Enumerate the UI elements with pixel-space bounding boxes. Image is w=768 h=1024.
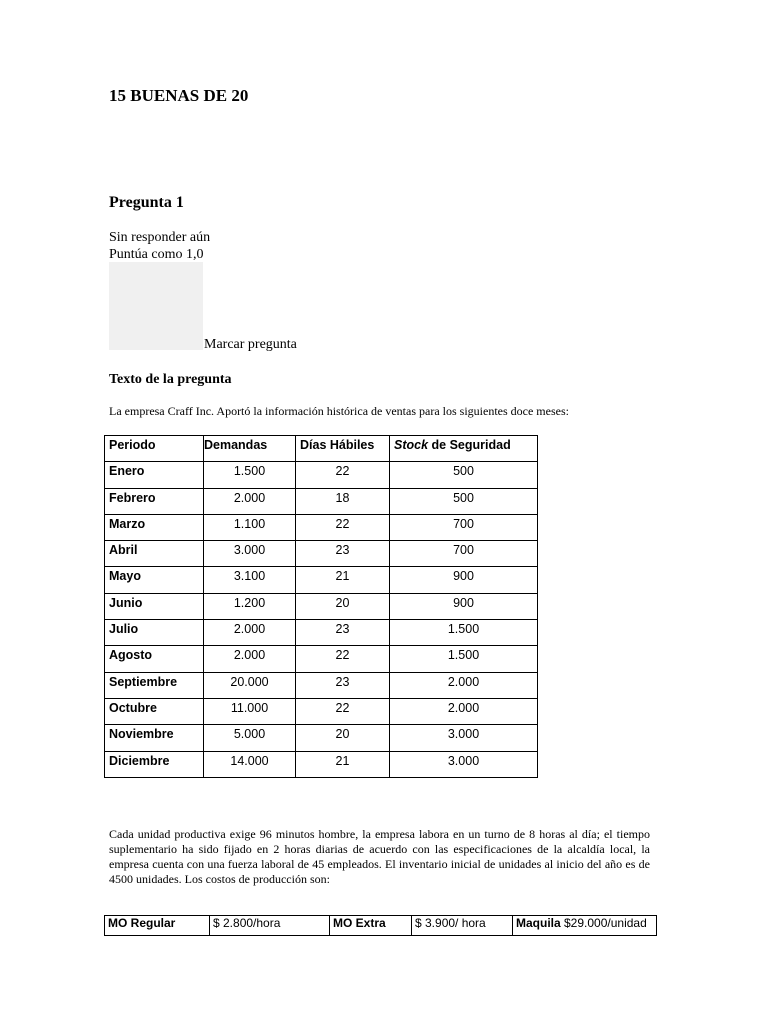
table-row	[105, 725, 538, 751]
cost-maquila-label: Maquila	[516, 916, 561, 930]
cell-dias: 23	[296, 620, 390, 646]
cell-periodo: Enero	[105, 462, 204, 488]
cell-dias: 18	[296, 488, 390, 514]
cell-stock: 700	[390, 514, 538, 540]
cell-stock: 500	[390, 462, 538, 488]
cell-demanda: 3.100	[204, 567, 296, 593]
header-stock-seguridad	[390, 436, 538, 462]
table-row	[105, 620, 538, 646]
header-stock-rest: de Seguridad	[428, 438, 511, 452]
cell-demanda: 11.000	[204, 698, 296, 724]
cell-stock: 3.000	[390, 725, 538, 751]
cell-periodo: Febrero	[105, 488, 204, 514]
cost-maquila-cell	[513, 916, 657, 936]
cell-periodo: Agosto	[105, 646, 204, 672]
cell-demanda: 2.000	[204, 646, 296, 672]
table-row	[105, 672, 538, 698]
flag-question-image[interactable]	[109, 262, 203, 350]
cell-demanda: 2.000	[204, 620, 296, 646]
cell-periodo: Marzo	[105, 514, 204, 540]
table-row	[105, 698, 538, 724]
cell-stock: 900	[390, 567, 538, 593]
cell-periodo: Diciembre	[105, 751, 204, 777]
cell-demanda: 2.000	[204, 488, 296, 514]
costs-table	[104, 915, 657, 936]
cell-periodo: Noviembre	[105, 725, 204, 751]
cell-stock: 500	[390, 488, 538, 514]
costs-row	[105, 916, 657, 936]
question-status: Sin responder aún	[109, 230, 211, 245]
cell-stock: 700	[390, 541, 538, 567]
cost-mo-regular-value: $ 2.800/hora	[210, 916, 330, 936]
cell-dias: 23	[296, 672, 390, 698]
header-dias-habiles: Días Hábiles	[296, 436, 390, 462]
cell-periodo: Julio	[105, 620, 204, 646]
table-row	[105, 593, 538, 619]
cell-demanda: 20.000	[204, 672, 296, 698]
cell-stock: 900	[390, 593, 538, 619]
cell-demanda: 3.000	[204, 541, 296, 567]
cell-demanda: 5.000	[204, 725, 296, 751]
cell-dias: 21	[296, 567, 390, 593]
table-row	[105, 514, 538, 540]
cell-periodo: Mayo	[105, 567, 204, 593]
cost-maquila-value: $29.000/unidad	[560, 916, 647, 930]
question-number: Pregunta 1	[109, 194, 184, 211]
cost-mo-regular-label: MO Regular	[105, 916, 210, 936]
cell-demanda: 1.200	[204, 593, 296, 619]
header-periodo: Periodo	[105, 436, 204, 462]
table-header-row	[105, 436, 538, 462]
question-intro: La empresa Craff Inc. Aportó la información histórica de ventas para los siguientes doce meses:	[109, 404, 569, 418]
sales-table	[104, 435, 538, 778]
cell-periodo: Abril	[105, 541, 204, 567]
question-text-heading: Texto de la pregunta	[109, 372, 232, 387]
cost-mo-extra-value: $ 3.900/ hora	[412, 916, 513, 936]
cell-stock: 1.500	[390, 646, 538, 672]
table-row	[105, 646, 538, 672]
cell-periodo: Septiembre	[105, 672, 204, 698]
cell-demanda: 1.500	[204, 462, 296, 488]
cell-dias: 22	[296, 698, 390, 724]
table-row	[105, 488, 538, 514]
question-info	[109, 229, 210, 263]
cell-stock: 2.000	[390, 672, 538, 698]
table-row	[105, 462, 538, 488]
cell-demanda: 1.100	[204, 514, 296, 540]
cell-periodo: Junio	[105, 593, 204, 619]
cell-dias: 23	[296, 541, 390, 567]
cell-dias: 20	[296, 725, 390, 751]
cost-mo-extra-label: MO Extra	[330, 916, 412, 936]
table-row	[105, 541, 538, 567]
table-row	[105, 751, 538, 777]
cell-dias: 21	[296, 751, 390, 777]
cell-stock: 3.000	[390, 751, 538, 777]
flag-question-link[interactable]: Marcar pregunta	[204, 337, 297, 352]
table-row	[105, 567, 538, 593]
cell-demanda: 14.000	[204, 751, 296, 777]
cell-periodo: Octubre	[105, 698, 204, 724]
production-paragraph: Cada unidad productiva exige 96 minutos hombre, la empresa labora en un turno de 8 horas al día; el tiempo suplementario ha sido fijado en 2 horas diarias de acuerdo con las especificaciones de la alcaldía local, la empresa cuenta con una fuerza laboral de 45 empleados. El inventario inicial de unidades al inicio del año es de 4500 unidades. Los costos de producción son:	[109, 827, 650, 886]
header-demandas: Demandas	[204, 436, 296, 462]
cell-dias: 22	[296, 462, 390, 488]
cell-stock: 1.500	[390, 620, 538, 646]
cell-stock: 2.000	[390, 698, 538, 724]
cell-dias: 22	[296, 646, 390, 672]
cell-dias: 22	[296, 514, 390, 540]
question-score: Puntúa como 1,0	[109, 247, 204, 262]
cell-dias: 20	[296, 593, 390, 619]
header-stock-italic: Stock	[394, 438, 429, 452]
page-title: 15 BUENAS DE 20	[109, 86, 249, 105]
